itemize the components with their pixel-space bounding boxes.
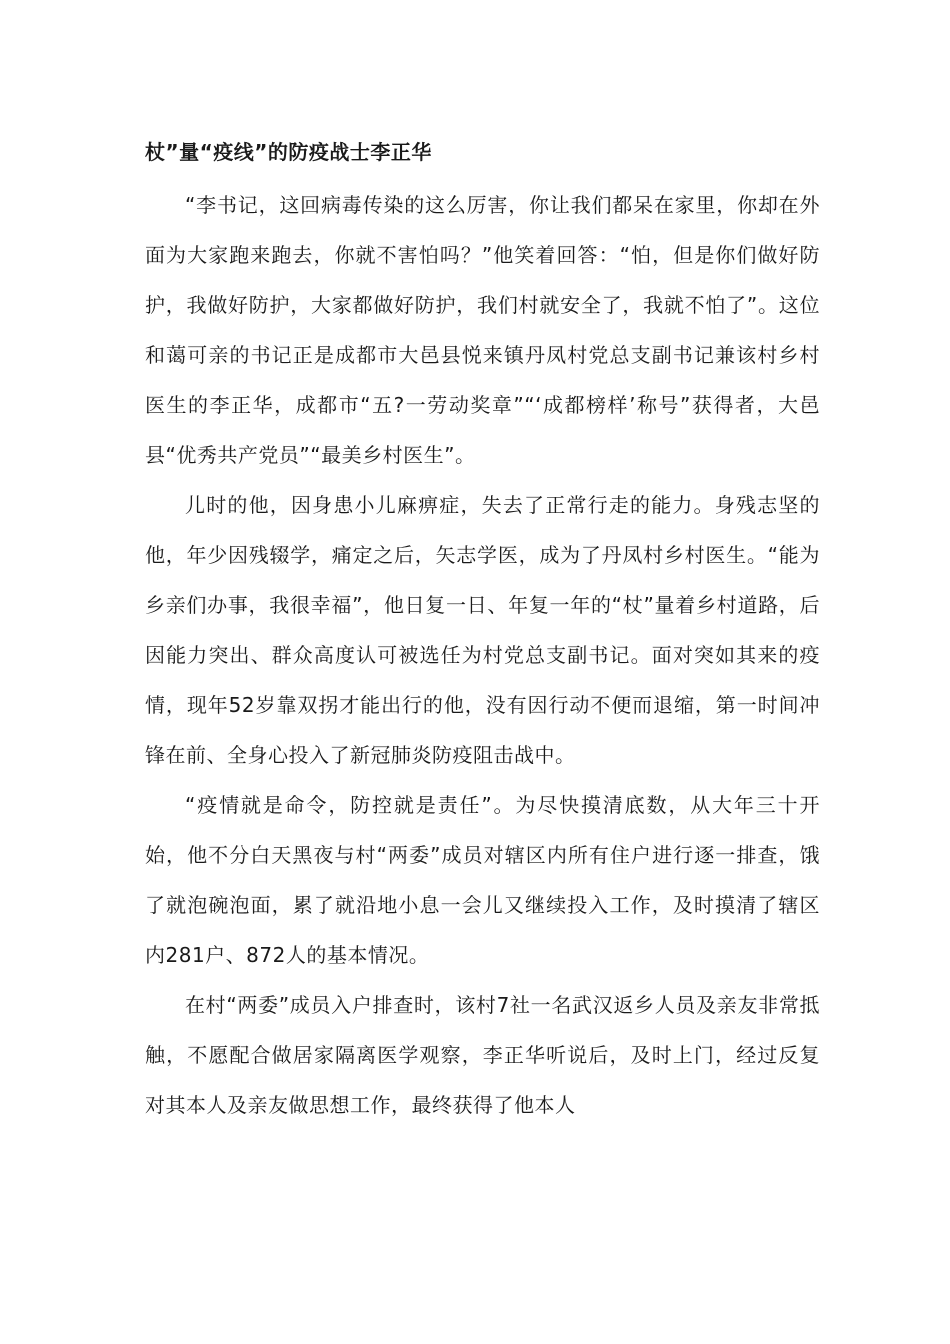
document-body [145,130,820,1130]
paragraph-1: “李书记，这回病毒传染的这么厉害，你让我们都呆在家里，你却在外面为大家跑来跑去，你就不害怕吗？”他笑着回答：“怕，但是你们做好防护，我做好防护，大家都做好防护，我们村就安全了，我就不怕了”。这位和蔼可亲的书记正是成都市大邑县悦来镇丹凤村党总支副书记兼该村乡村医生的李正华，成都市“五?一劳动奖章”“‘成都榜样’称号”获得者，大邑县“优秀共产党员”“最美乡村医生”。 [145,193,820,467]
paragraph-4: 在村“两委”成员入户排查时，该村7社一名武汉返乡人员及亲友非常抵触，不愿配合做居家隔离医学观察，李正华听说后，及时上门，经过反复对其本人及亲友做思想工作，最终获得了他本人 [145,993,820,1117]
paragraph-2: 儿时的他，因身患小儿麻痹症，失去了正常行走的能力。身残志坚的他，年少因残辍学，痛定之后，矢志学医，成为了丹凤村乡村医生。“能为乡亲们办事，我很幸福”，他日复一日、年复一年的“杖”量着乡村道路，后因能力突出、群众高度认可被选任为村党总支副书记。面对突如其来的疫情，现年52岁靠双拐才能出行的他，没有因行动不便而退缩，第一时间冲锋在前、全身心投入了新冠肺炎防疫阻击战中。 [145,493,820,767]
paragraph-3: “疫情就是命令，防控就是责任”。为尽快摸清底数，从大年三十开始，他不分白天黑夜与村“两委”成员对辖区内所有住户进行逐一排查，饿了就泡碗泡面，累了就沿地小息一会儿又继续投入工作，及时摸清了辖区内281户、872人的基本情况。 [145,793,820,967]
document-title: 杖”量“疫线”的防疫战士李正华 [145,140,432,164]
